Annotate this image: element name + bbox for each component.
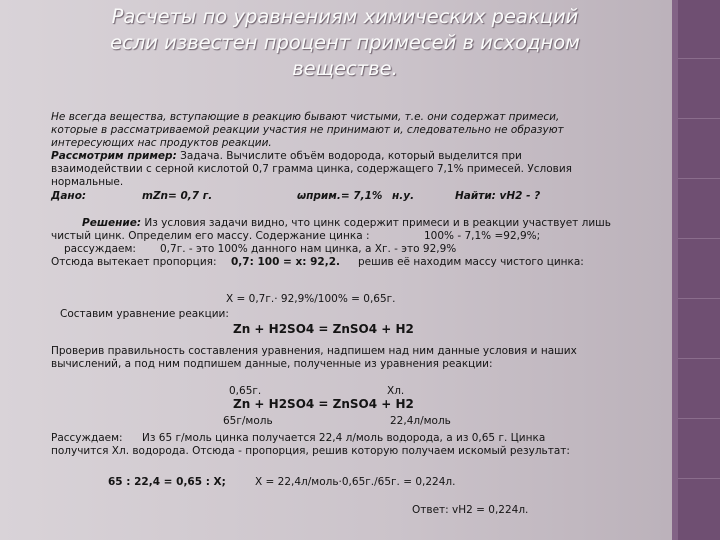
title-line-3: веществе.: [292, 57, 398, 80]
solution-line-4a: Отсюда вытекает пропорция:: [51, 256, 217, 268]
given-label: Дано:: [51, 190, 87, 202]
solution-line-1: [82, 217, 611, 230]
example-label: Рассмотрим пример:: [51, 150, 177, 162]
given-mass: mZn= 0,7 г.: [142, 190, 213, 202]
mass-calculation: Х = 0,7г.· 92,9%/100% = 0,65г.: [226, 293, 396, 305]
reaction-equation-2: Zn + H2SO4 = ZnSO4 + H2: [233, 397, 414, 411]
proportion-left: 65 : 22,4 = 0,65 : Х;: [108, 476, 226, 488]
solution-line-2b: 100% - 7,1% =92,9%;: [424, 230, 541, 242]
title-line-1: Расчеты по уравнениям химических реакций: [111, 5, 579, 28]
intro-line-1: Не всегда вещества, вступающие в реакцию бывают чистыми, т.е. они содержат примеси,: [51, 111, 560, 123]
reason-line-2: получится Хл. водорода. Отсюда - пропорция, решив которую получаем искомый результат:: [51, 445, 570, 457]
compose-label: Составим уравнение реакции:: [60, 308, 229, 320]
above-right: Хл.: [387, 385, 405, 397]
reaction-equation-1: Zn + H2SO4 = ZnSO4 + H2: [233, 322, 414, 336]
below-left: 65г/моль: [223, 415, 273, 427]
solution-proportion: 0,7: 100 = х: 92,2.: [231, 256, 341, 268]
given-find: Найти: vH2 - ?: [455, 190, 541, 202]
given-impurity: ωприм.= 7,1%: [297, 190, 383, 202]
intro-line-2: которые в рассматриваемой реакции участия не принимают и, следовательно не образуют: [51, 124, 564, 136]
solution-line-3b: 0,7г. - это 100% данного нам цинка, а Хг. - это 92,9%: [160, 243, 457, 255]
example-line-2: взаимодействии с серной кислотой 0,7 грамма цинка, содержащего 7,1% примесей. Условия: [51, 163, 572, 175]
reason-label: Рассуждаем:: [51, 432, 123, 444]
intro-line-3: интересующих нас продуктов реакции.: [51, 137, 272, 149]
above-left: 0,65г.: [229, 385, 262, 397]
answer: Ответ: vH2 = 0,224л.: [412, 504, 529, 516]
solution-label: Решение:: [82, 217, 142, 229]
solution-line-2a: чистый цинк. Определим его массу. Содержание цинка :: [51, 230, 370, 242]
reason-line-1: Из 65 г/моль цинка получается 22,4 л/моль водорода, а из 0,65 г. Цинка: [142, 432, 546, 444]
solution-line-4c: решив её находим массу чистого цинка:: [358, 256, 584, 268]
check-line-2: вычислений, а под ним подпишем данные, полученные из уравнения реакции:: [51, 358, 493, 370]
slide-title: [40, 4, 650, 82]
title-line-2: если известен процент примесей в исходном: [110, 31, 580, 54]
right-decorative-strip: [672, 0, 720, 540]
proportion-right: Х = 22,4л/моль·0,65г./65г. = 0,224л.: [255, 476, 456, 488]
given-conditions: н.у.: [392, 190, 415, 202]
below-right: 22,4л/моль: [390, 415, 451, 427]
example-line-3: нормальные.: [51, 176, 124, 188]
example-line-1: [51, 150, 522, 163]
example-text: Задача. Вычислите объём водорода, который выделится при: [176, 150, 522, 162]
solution-line-3a: рассуждаем:: [64, 243, 136, 255]
check-line-1: Проверив правильность составления уравнения, надпишем над ним данные условия и наших: [51, 345, 577, 357]
solution-text: Из условия задачи видно, что цинк содержит примеси и в реакции участвует лишь: [141, 217, 611, 229]
